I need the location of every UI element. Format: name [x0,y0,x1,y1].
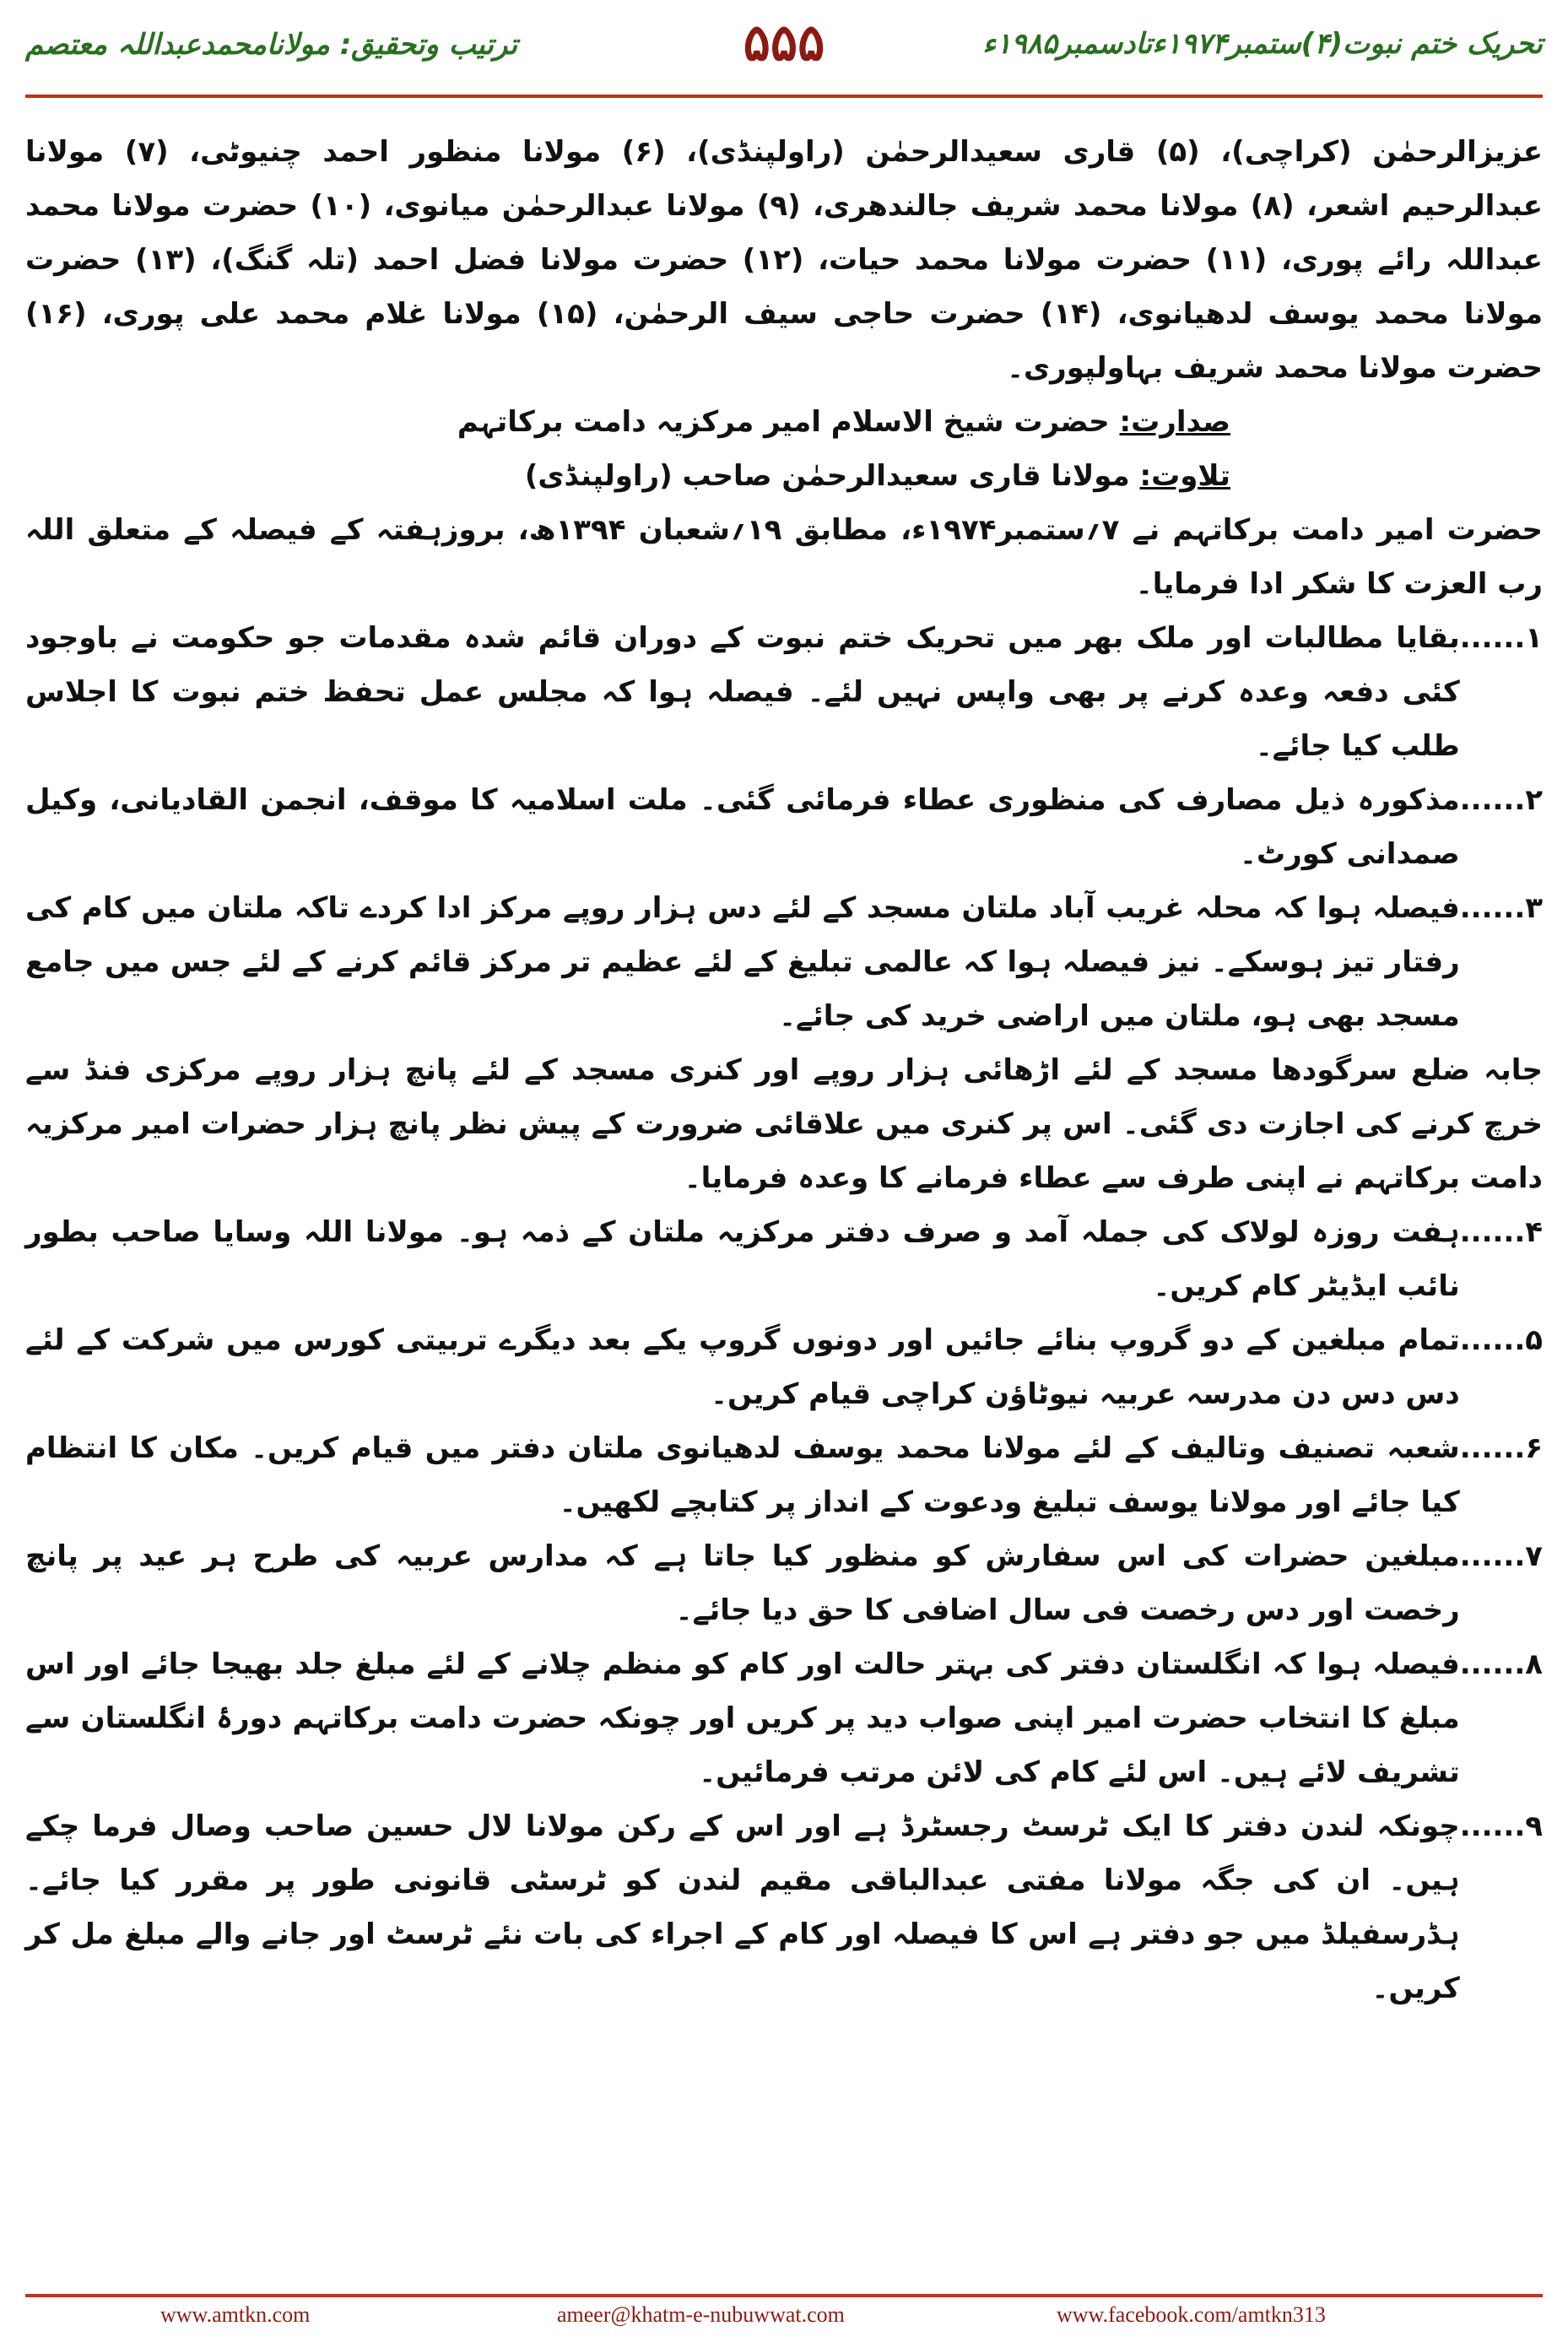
tilawat-text: مولانا قاری سعیدالرحمٰن صاحب (راولپنڈی) [524,459,1130,493]
names-paragraph: عزیزالرحمٰن (کراچی)، (۵) قاری سعیدالرحمٰن (راولپنڈی)، (۶) مولانا منظور احمد چنیوٹی، (۷) مولانا عبدالرحیم اشعر، (۸) مولانا محمد شریف جالندھری، (۹) مولانا عبدالرحمٰن میانوی، (۱۰) حضرت مولانا محمد عبداللہ رائے پوری، (۱۱) حضرت مولانا محمد حیات، (۱۲) حضرت مولانا فضل احمد (تلہ گنگ)، (۱۳) حضرت مولانا محمد یوسف لدھیانوی، (۱۴) حضرت حاجی سیف الرحمٰن، (۱۵) مولانا غلام محمد علی پوری، (۱۶) حضرت مولانا محمد شریف بہاولپوری۔ [25,135,1544,385]
item-text: مبلغین حضرات کی اس سفارش کو منظور کیا جاتا ہے کہ مدارس عربیہ کی طرح ہر عید پر پانچ رخصت اور دس رخصت فی سال اضافی کا حق دیا جائے۔ [25,1539,1460,1627]
item-text: جابہ ضلع سرگودھا مسجد کے لئے اڑھائی ہزار روپے اور کنری مسجد کے لئے پانچ ہزار روپے مرکزی فنڈ سے خرچ کرنے کی اجازت دی گئی۔ اس پر کنری میں علاقائی ضرورت کے پیش نظر پانچ ہزار حضرات امیر مرکزیہ دامت برکاتہم نے اپنی طرف سے عطاء فرمانے کا وعدہ فرمایا۔ [25,1053,1543,1195]
header-rule [25,95,1543,98]
item-number: ۹...... [1459,1809,1543,1843]
list-item [25,1421,1543,1529]
item-number: ۷...... [1459,1539,1543,1573]
item-number: ۵...... [1459,1323,1543,1357]
sadarat-label: صدارت: [1119,405,1230,439]
list-item [25,1799,1543,2015]
email-link[interactable]: ameer@khatm-e-nubuwwat.com [557,2302,845,2327]
list-item [25,1043,1543,1205]
item-text: شعبہ تصنیف وتالیف کے لئے مولانا محمد یوسف لدھیانوی ملتان دفتر میں قیام کریں۔ مکان کا انتظام کیا جائے اور مولانا یوسف تبلیغ ودعوت کے انداز پر کتابچے لکھیں۔ [25,1431,1460,1519]
item-number: ۱...... [1459,621,1543,655]
list-item [25,1529,1543,1637]
footer-rule [25,2294,1543,2297]
item-number: ۳...... [1459,891,1543,925]
item-number: ۴...... [1459,1215,1543,1249]
compiler-credit: ترتیب وتحقیق: مولانامحمدعبداللہ معتصم [25,28,518,62]
intro-paragraph: حضرت امیر دامت برکاتہم نے ۷؍ستمبر۱۹۷۴ء، مطابق ۱۹؍شعبان ۱۳۹۴ھ، بروزہفتہ کے فیصلہ کے متعلق اللہ رب العزت کا شکر ادا فرمایا۔ [25,513,1543,601]
sadarat-text: حضرت شیخ الاسلام امیر مرکزیہ دامت برکاتہم [457,405,1110,439]
footer [0,2302,1568,2336]
tilawat-label: تلاوت: [1139,459,1230,493]
item-text: فیصلہ ہوا کہ انگلستان دفتر کی بہتر حالت اور کام کو منظم چلانے کے لئے مبلغ جلد بھیجا جائے اور اس مبلغ کا انتخاب حضرت امیر اپنی صواب دید پر کریں اور چونکہ حضرت دامت برکاتہم دورۂ انگلستان سے تشریف لائے ہیں۔ اس لئے کام کی لائن مرتب فرمائیں۔ [25,1647,1460,1789]
header [25,5,1543,89]
list-item [25,1637,1543,1799]
item-text: ہفت روزہ لولاک کی جملہ آمد و صرف دفتر مرکزیہ ملتان کے ذمہ ہو۔ مولانا اللہ وسایا صاحب بطور نائب ایڈیٹر کام کریں۔ [25,1215,1460,1303]
list-item [25,1313,1543,1421]
page-body [25,125,1543,2269]
book-title: تحریک ختم نبوت(۴)ستمبر۱۹۷۴ءتادسمبر۱۹۸۵ء [982,27,1543,61]
sadarat-line [25,395,1543,449]
item-text: چونکہ لندن دفتر کا ایک ٹرسٹ رجسٹرڈ ہے اور اس کے رکن مولانا لال حسین صاحب وصال فرما چکے ہیں۔ ان کی جگہ مولانا مفتی عبدالباقی مقیم لندن کو ٹرسٹی قانونی طور پر مقرر کیا جائے۔ ہڈرسفیلڈ میں جو دفتر ہے اس کا فیصلہ اور کام کے اجراء کی بات نئے ٹرسٹ اور جانے والے مبلغ مل کر کریں۔ [25,1809,1460,2005]
list-item [25,611,1543,773]
item-text: بقایا مطالبات اور ملک بھر میں تحریک ختم نبوت کے دوران قائم شدہ مقدمات جو حکومت نے باوجود کئی دفعہ وعدہ کرنے پر بھی واپس نہیں لئے۔ فیصلہ ہوا کہ مجلس عمل تحفظ ختم نبوت کا اجلاس طلب کیا جائے۔ [25,621,1460,763]
website-link[interactable]: www.amtkn.com [160,2302,311,2327]
item-text: مذکورہ ذیل مصارف کی منظوری عطاء فرمائی گئی۔ ملت اسلامیہ کا موقف، انجمن القادیانی، وکیل صمدانی کورٹ۔ [25,783,1460,871]
item-text: فیصلہ ہوا کہ محلہ غریب آباد ملتان مسجد کے لئے دس ہزار روپے مرکز ادا کردے تاکہ ملتان میں کام کی رفتار تیز ہوسکے۔ نیز فیصلہ ہوا کہ عالمی تبلیغ کے لئے عظیم تر مرکز قائم کرنے کے لئے جس میں جامع مسجد بھی ہو، ملتان میں اراضی خرید کی جائے۔ [25,891,1460,1033]
item-text: تمام مبلغین کے دو گروپ بنائے جائیں اور دونوں گروپ یکے بعد دیگرے تربیتی کورس میں شرکت کے لئے دس دس دن مدرسہ عربیہ نیوٹاؤن کراچی قیام کریں۔ [25,1323,1460,1411]
list-item [25,773,1543,881]
list-item [25,881,1543,1043]
page-number: ۵۵۵ [743,14,825,73]
item-number: ۶...... [1459,1431,1543,1465]
list-item [25,1205,1543,1313]
item-number: ۲...... [1459,783,1543,817]
facebook-link[interactable]: www.facebook.com/amtkn313 [1057,2302,1326,2327]
item-number: ۸...... [1459,1647,1543,1681]
tilawat-line [25,449,1543,503]
